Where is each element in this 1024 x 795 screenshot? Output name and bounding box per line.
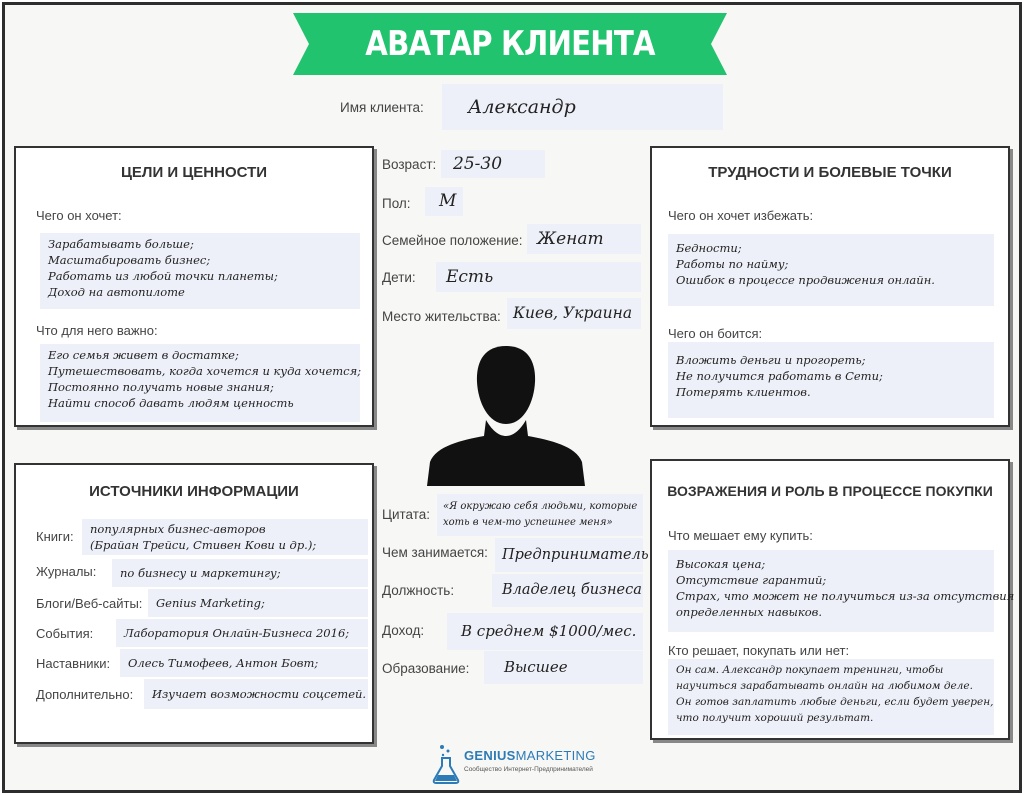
position-value: Владелец бизнеса: [492, 574, 643, 607]
name-value: Александр: [442, 84, 723, 130]
quote-line: «Я окружаю себя людьми, которые: [443, 501, 638, 512]
list-item: Страх, что может не получиться из-за отсутствия: [676, 589, 1015, 603]
blogs-label: Блоги/Веб-сайты:: [36, 596, 143, 611]
list-item: определенных навыков.: [676, 605, 823, 619]
goals-wants-label: Чего он хочет:: [36, 208, 122, 223]
list-item: Работы по найму;: [676, 257, 789, 271]
title-ribbon: [293, 13, 727, 75]
children-value: Есть: [436, 262, 641, 292]
children-label: Дети:: [382, 270, 416, 285]
residence-label: Место жительства:: [382, 309, 501, 324]
objections-decides-label: Кто решает, покупать или нет:: [668, 643, 850, 658]
list-item: Не получится работать в Сети;: [676, 369, 883, 383]
list-item: Вложить деньги и прогореть;: [676, 353, 866, 367]
books-line: (Брайан Трейси, Стивен Кови и др.);: [90, 538, 317, 552]
list-item: Потерять клиентов.: [676, 385, 811, 399]
magazines-value: по бизнесу и маркетингу;: [112, 559, 368, 587]
objections-prevents-box: [668, 550, 1015, 632]
goals-card: [14, 146, 374, 427]
books-line: популярных бизнес-авторов: [90, 522, 266, 536]
logo-name: [464, 748, 596, 763]
sources-card: [14, 463, 374, 744]
mentors-value: Олесь Тимофеев, Антон Бовт;: [120, 649, 368, 677]
list-item: что получит хороший результат.: [676, 712, 874, 724]
pains-title: ТРУДНОСТИ И БОЛЕВЫЕ ТОЧКИ: [708, 164, 952, 181]
logo-name-bold: GENIUS: [464, 748, 516, 763]
name-label: Имя клиента:: [340, 100, 424, 115]
age-value: 25-30: [441, 150, 545, 178]
extra-value: Изучает возможности соцсетей.: [144, 679, 368, 709]
events-value: Лаборатория Онлайн-Бизнеса 2016;: [116, 619, 368, 647]
list-item: научиться зарабатывать онлайн на любимом деле.: [676, 680, 973, 692]
books-value: [82, 519, 368, 555]
quote-value: [437, 494, 643, 536]
list-item: Ошибок в процессе продвижения онлайн.: [676, 273, 935, 287]
list-item: Высокая цена;: [676, 557, 766, 571]
quote-label: Цитата:: [382, 507, 431, 522]
list-item: Масштабировать бизнес;: [48, 253, 211, 267]
goals-title: ЦЕЛИ И ЦЕННОСТИ: [120, 164, 268, 181]
age-label: Возраст:: [382, 157, 437, 172]
objections-title: ВОЗРАЖЕНИЯ И РОЛЬ В ПРОЦЕССЕ ПОКУПКИ: [667, 483, 993, 499]
extra-label: Дополнительно:: [36, 687, 134, 702]
occupation-value: Предприниматель: [495, 538, 643, 572]
books-label: Книги:: [36, 529, 74, 544]
pains-fears-label: Чего он боится:: [668, 326, 763, 341]
income-label: Доход:: [382, 623, 425, 638]
logo-tagline: Сообщество Интернет-Предпринимателей: [464, 766, 593, 773]
mentors-label: Наставники:: [36, 656, 111, 671]
list-item: Постоянно получать новые знания;: [48, 380, 274, 394]
pains-avoid-label: Чего он хочет избежать:: [668, 208, 814, 223]
magazines-label: Журналы:: [36, 564, 97, 579]
avatar-silhouette-icon: [424, 340, 588, 486]
objections-prevents-label: Что мешает ему купить:: [668, 528, 813, 543]
position-label: Должность:: [382, 583, 455, 598]
list-item: Зарабатывать больше;: [48, 237, 194, 251]
sex-value: М: [425, 187, 463, 216]
occupation-label: Чем занимается:: [382, 545, 488, 560]
objections-card: [650, 459, 1015, 740]
pains-card: [650, 146, 1010, 427]
page-title: АВАТАР КЛИЕНТА: [365, 24, 655, 64]
list-item: Работать из любой точки планеты;: [48, 269, 278, 283]
education-label: Образование:: [382, 661, 470, 676]
goals-important-label: Что для него важно:: [36, 323, 158, 338]
list-item: Он сам. Александр покупает тренинги, чтобы: [676, 664, 944, 676]
genius-marketing-logo: [428, 742, 598, 786]
list-item: Он готов заплатить любые деньги, если будет уверен,: [676, 696, 994, 708]
events-label: События:: [36, 626, 94, 641]
list-item: Доход на автопилоте: [48, 285, 185, 299]
list-item: Отсутствие гарантий;: [676, 573, 827, 587]
sex-label: Пол:: [382, 196, 411, 211]
list-item: Его семья живет в достатке;: [48, 348, 239, 362]
education-value: Высшее: [484, 651, 643, 684]
income-value: В среднем $1000/мес.: [447, 613, 643, 650]
logo-name-light: MARKETING: [515, 748, 596, 763]
pains-avoid-box: [668, 234, 994, 306]
list-item: Путешествовать, когда хочется и куда хочется;: [48, 364, 362, 378]
list-item: Бедности;: [676, 241, 742, 255]
goals-important-box: [40, 344, 360, 422]
blogs-value: Genius Marketing;: [148, 589, 368, 617]
goals-wants-box: [40, 233, 360, 309]
flask-icon: [432, 744, 460, 784]
residence-value: Киев, Украина: [507, 298, 641, 329]
marital-value: Женат: [527, 224, 641, 254]
objections-decides-box: [668, 659, 994, 735]
pains-fears-box: [668, 342, 994, 418]
marital-label: Семейное положение:: [382, 233, 523, 248]
sources-title: ИСТОЧНИКИ ИНФОРМАЦИИ: [89, 483, 299, 500]
quote-line: хоть в чем-то успешнее меня»: [443, 517, 613, 528]
list-item: Найти способ давать людям ценность: [48, 396, 294, 410]
